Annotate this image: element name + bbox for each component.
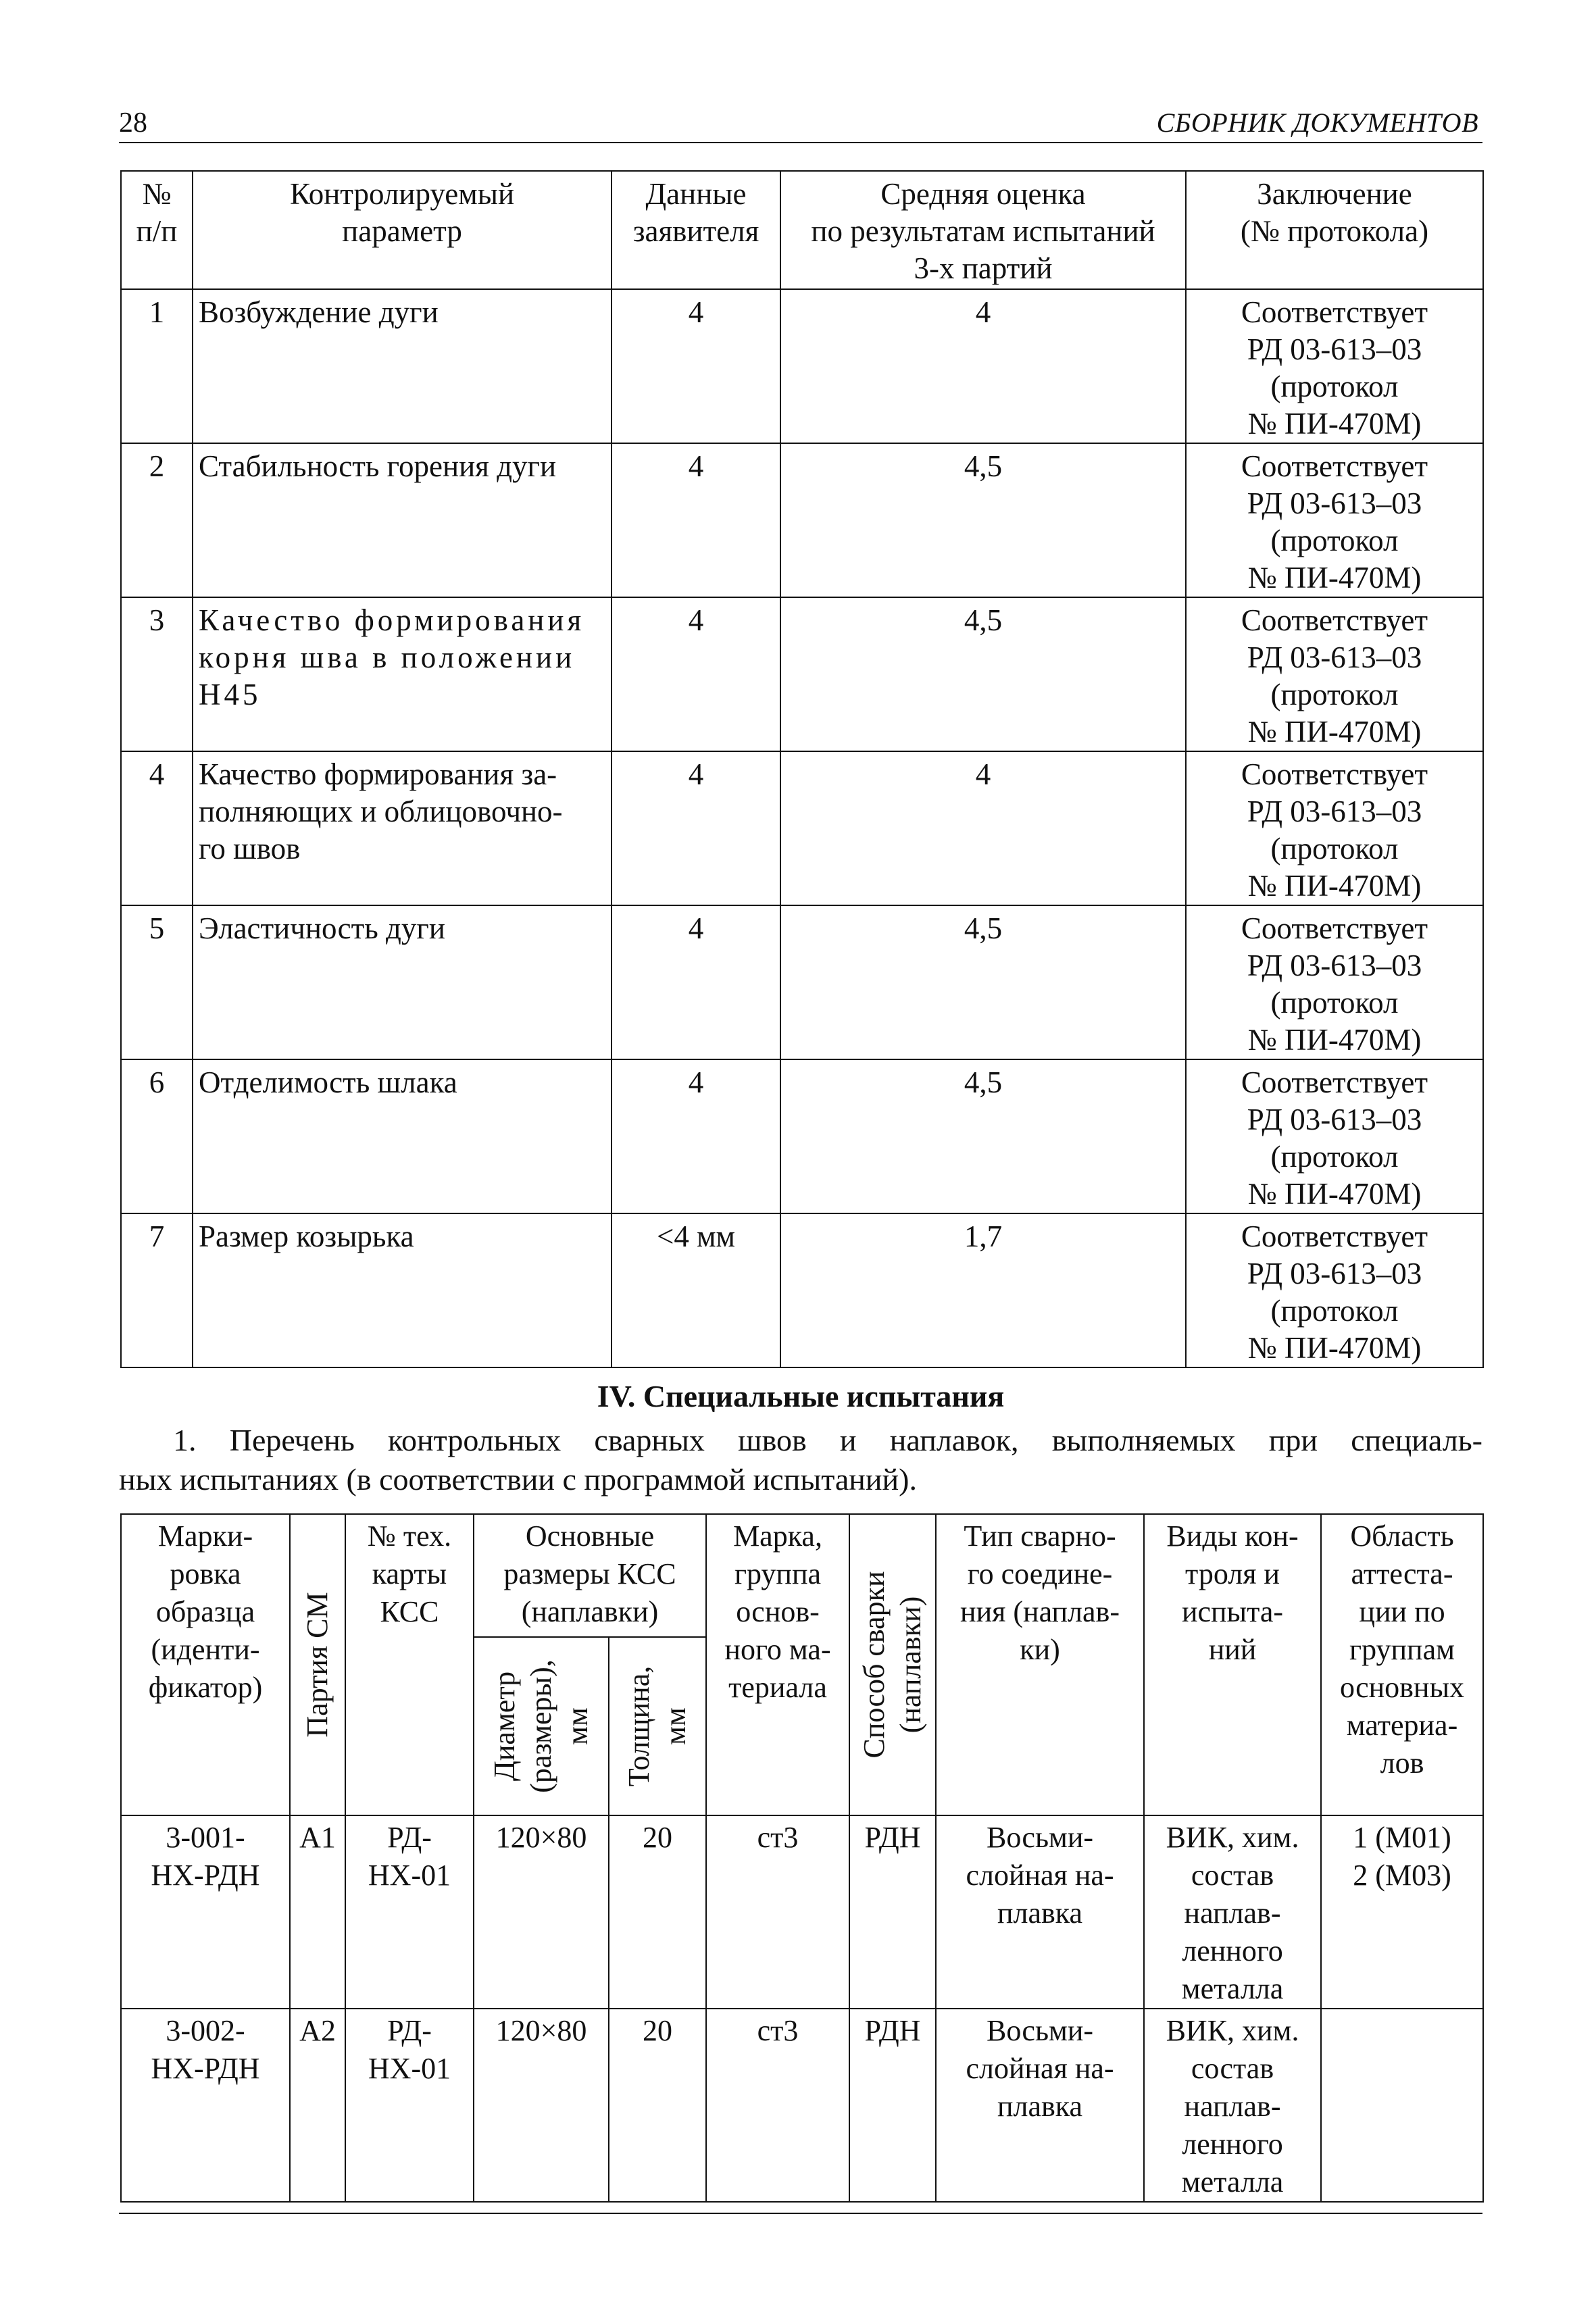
row-applicant: 4 [612, 751, 780, 905]
row-method: РДН [849, 2009, 936, 2202]
row-batch: А1 [290, 1815, 345, 2009]
table-row [121, 751, 1483, 905]
row-batch: А2 [290, 2009, 345, 2202]
row-conclusion: Соответствует РД 03-613–03 (протокол № ПИ-470М) [1186, 1213, 1483, 1367]
row-avg: 4,5 [780, 443, 1186, 597]
row-num: 3 [121, 597, 193, 751]
running-title: СБОРНИК ДОКУМЕНТОВ [1156, 107, 1478, 138]
row-num: 4 [121, 751, 193, 905]
row-avg: 4,5 [780, 597, 1186, 751]
section-title: IV. Специальные испытания [597, 1379, 1005, 1413]
row-joint: Восьми- слойная на- плавка [936, 2009, 1144, 2202]
special-tests-table [120, 1513, 1484, 2203]
row-avg: 4,5 [780, 1059, 1186, 1213]
row-diameter: 120×80 [474, 1815, 609, 2009]
row-param: Отделимость шлака [193, 1059, 612, 1213]
table2-header-row [121, 1514, 1483, 1637]
table-row [121, 905, 1483, 1059]
header-batch: Партия СМ [290, 1514, 345, 1815]
header-sizes: Основные размеры КСС (наплавки) [474, 1514, 706, 1637]
row-num: 7 [121, 1213, 193, 1367]
header-diameter: Диаметр (размеры), мм [474, 1637, 609, 1815]
header-avg: Средняя оценка по результатам испытаний 3-х партий [780, 171, 1186, 289]
row-applicant: 4 [612, 597, 780, 751]
header-conclusion: Заключение (№ протокола) [1186, 171, 1483, 289]
row-control: ВИК, хим. состав наплав- ленного металла [1144, 1815, 1321, 2009]
table-row [121, 1059, 1483, 1213]
row-num: 6 [121, 1059, 193, 1213]
row-avg: 4 [780, 751, 1186, 905]
row-area: 1 (М01) 2 (М03) [1321, 1815, 1483, 2009]
row-grade: ст3 [706, 2009, 849, 2202]
row-param: Качество формирования корня шва в положении Н45 [193, 597, 612, 751]
special-tests-body [121, 1815, 1483, 2202]
page-number: 28 [119, 107, 147, 139]
header-num: № п/п [121, 171, 193, 289]
header-method: Способ сварки (наплавки) [849, 1514, 936, 1815]
row-conclusion: Соответствует РД 03-613–03 (протокол № ПИ-470М) [1186, 751, 1483, 905]
row-applicant: 4 [612, 1059, 780, 1213]
row-avg: 1,7 [780, 1213, 1186, 1367]
table-row [121, 1815, 1483, 2009]
row-applicant: <4 мм [612, 1213, 780, 1367]
row-conclusion: Соответствует РД 03-613–03 (протокол № ПИ-470М) [1186, 443, 1483, 597]
row-area [1321, 2009, 1483, 2202]
row-num: 1 [121, 289, 193, 443]
table-row [121, 2009, 1483, 2202]
footer-rule [119, 2213, 1482, 2214]
section-paragraph [119, 1421, 1482, 1499]
header-applicant: Данные заявителя [612, 171, 780, 289]
row-marking: 3-002- НХ-РДН [121, 2009, 290, 2202]
row-param: Возбуждение дуги [193, 289, 612, 443]
row-avg: 4 [780, 289, 1186, 443]
header-area: Область аттеста- ции по группам основных материа- лов [1321, 1514, 1483, 1815]
row-param: Качество формирования за- полняющих и облицовочно- го швов [193, 751, 612, 905]
row-grade: ст3 [706, 1815, 849, 2009]
paragraph-line-2: ных испытаниях (в соответствии с программой испытаний). [119, 1462, 917, 1496]
row-conclusion: Соответствует РД 03-613–03 (протокол № ПИ-470М) [1186, 597, 1483, 751]
row-conclusion: Соответствует РД 03-613–03 (протокол № ПИ-470М) [1186, 289, 1483, 443]
row-param: Размер козырька [193, 1213, 612, 1367]
row-method: РДН [849, 1815, 936, 2009]
row-diameter: 120×80 [474, 2009, 609, 2202]
header-param: Контролируемый параметр [193, 171, 612, 289]
header-grade: Марка, группа основ- ного ма- териала [706, 1514, 849, 1815]
table-row [121, 597, 1483, 751]
row-applicant: 4 [612, 443, 780, 597]
row-marking: 3-001- НХ-РДН [121, 1815, 290, 2009]
row-card: РД- НХ-01 [345, 2009, 474, 2202]
row-param: Стабильность горения дуги [193, 443, 612, 597]
row-thickness: 20 [609, 2009, 706, 2202]
header-control: Виды кон- троля и испыта- ний [1144, 1514, 1321, 1815]
row-conclusion: Соответствует РД 03-613–03 (протокол № ПИ-470М) [1186, 1059, 1483, 1213]
header-rule [119, 142, 1482, 143]
row-conclusion: Соответствует РД 03-613–03 (протокол № ПИ-470М) [1186, 905, 1483, 1059]
header-marking: Марки- ровка образца (иденти- фикатор) [121, 1514, 290, 1815]
evaluation-table [120, 170, 1484, 1368]
header-thickness: Толщина, мм [609, 1637, 706, 1815]
table-row [121, 289, 1483, 443]
evaluation-table-body [121, 289, 1483, 1367]
row-applicant: 4 [612, 905, 780, 1059]
row-applicant: 4 [612, 289, 780, 443]
header-joint: Тип сварно- го соедине- ния (наплав- ки) [936, 1514, 1144, 1815]
row-card: РД- НХ-01 [345, 1815, 474, 2009]
row-param: Эластичность дуги [193, 905, 612, 1059]
row-avg: 4,5 [780, 905, 1186, 1059]
table-row [121, 443, 1483, 597]
header-card: № тех. карты КСС [345, 1514, 474, 1815]
table-row [121, 1213, 1483, 1367]
row-num: 5 [121, 905, 193, 1059]
paragraph-line-1: 1. Перечень контрольных сварных швов и наплавок, выполняемых при специаль- [173, 1423, 1482, 1457]
table-header-row [121, 171, 1483, 289]
row-joint: Восьми- слойная на- плавка [936, 1815, 1144, 2009]
row-control: ВИК, хим. состав наплав- ленного металла [1144, 2009, 1321, 2202]
row-num: 2 [121, 443, 193, 597]
row-thickness: 20 [609, 1815, 706, 2009]
